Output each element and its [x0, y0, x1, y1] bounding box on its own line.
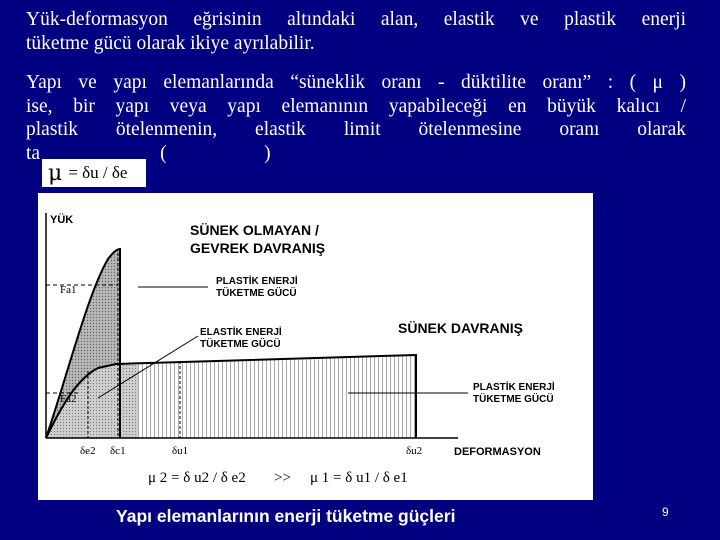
mu-symbol: μ — [48, 160, 63, 186]
tick-label-du1: δu1 — [172, 445, 189, 457]
paragraph1-line1: Yük-deformasyon eğrisinin altındaki alan, elastik ve plastik enerji — [26, 9, 686, 30]
ductile-title: SÜNEK DAVRANIŞ — [398, 320, 523, 336]
load-deformation-figure — [38, 193, 593, 500]
paragraph2-line1: Yapı ve yapı elemanlarında “süneklik oranı - düktilite oranı” : ( μ ) — [26, 72, 686, 93]
fa1-label: Fa1 — [60, 284, 77, 296]
bottom-formula-right: μ 1 = δ u1 / δ e1 — [310, 470, 408, 486]
brittle-title-line1: SÜNEK OLMAYAN / — [190, 222, 319, 238]
bottom-formula-left: μ 2 = δ u2 / δ e2 — [148, 470, 246, 486]
paragraph2-line2: ise, bir yapı veya yapı elemanının yapabileceği en büyük kalıcı / — [26, 95, 686, 117]
formula-rest: = δu / δe — [68, 163, 128, 182]
fa2-label: Fa2 — [60, 393, 77, 405]
paragraph2-line4-paren: ( ) — [160, 142, 271, 164]
tick-label-de2: δe2 — [80, 445, 96, 457]
paragraph-energy-areas — [26, 8, 686, 55]
tick-label-du2: δu2 — [406, 445, 423, 457]
x-axis-label: DEFORMASYON — [454, 446, 541, 458]
plastic-energy-region-ductile — [116, 355, 416, 438]
figure-caption: Yapı elemanlarının enerji tüketme güçleri — [116, 506, 456, 526]
y-axis-label: YÜK — [50, 214, 74, 226]
load-deformation-diagram — [38, 193, 593, 500]
tick-label-dc1: δc1 — [110, 445, 126, 457]
plastic1-label-line1: PLASTİK ENERJİ — [216, 276, 298, 287]
page-number: 9 — [662, 505, 669, 519]
plastic1-label-line2: TÜKETME GÜCÜ — [216, 288, 297, 299]
brittle-title-line2: GEVREK DAVRANIŞ — [190, 240, 326, 256]
ductility-formula — [42, 159, 146, 187]
paragraph-ductility-ratio — [26, 71, 686, 165]
plastic2-label-line1: PLASTİK ENERJİ — [473, 382, 555, 393]
paragraph2-line3: plastik ötelenmenin, elastik limit ötelenmesine oranı olarak — [26, 119, 686, 140]
elastic-label-line2: TÜKETME GÜCÜ — [200, 339, 281, 350]
paragraph2-line4-start: ta — [26, 142, 41, 164]
paragraph1-line2: tüketme gücü olarak ikiye ayrılabilir. — [26, 32, 315, 54]
elastic-label-line1: ELASTİK ENERJİ — [200, 327, 282, 338]
plastic2-label-line2: TÜKETME GÜCÜ — [473, 394, 554, 405]
bottom-formula-gt: >> — [274, 470, 291, 486]
